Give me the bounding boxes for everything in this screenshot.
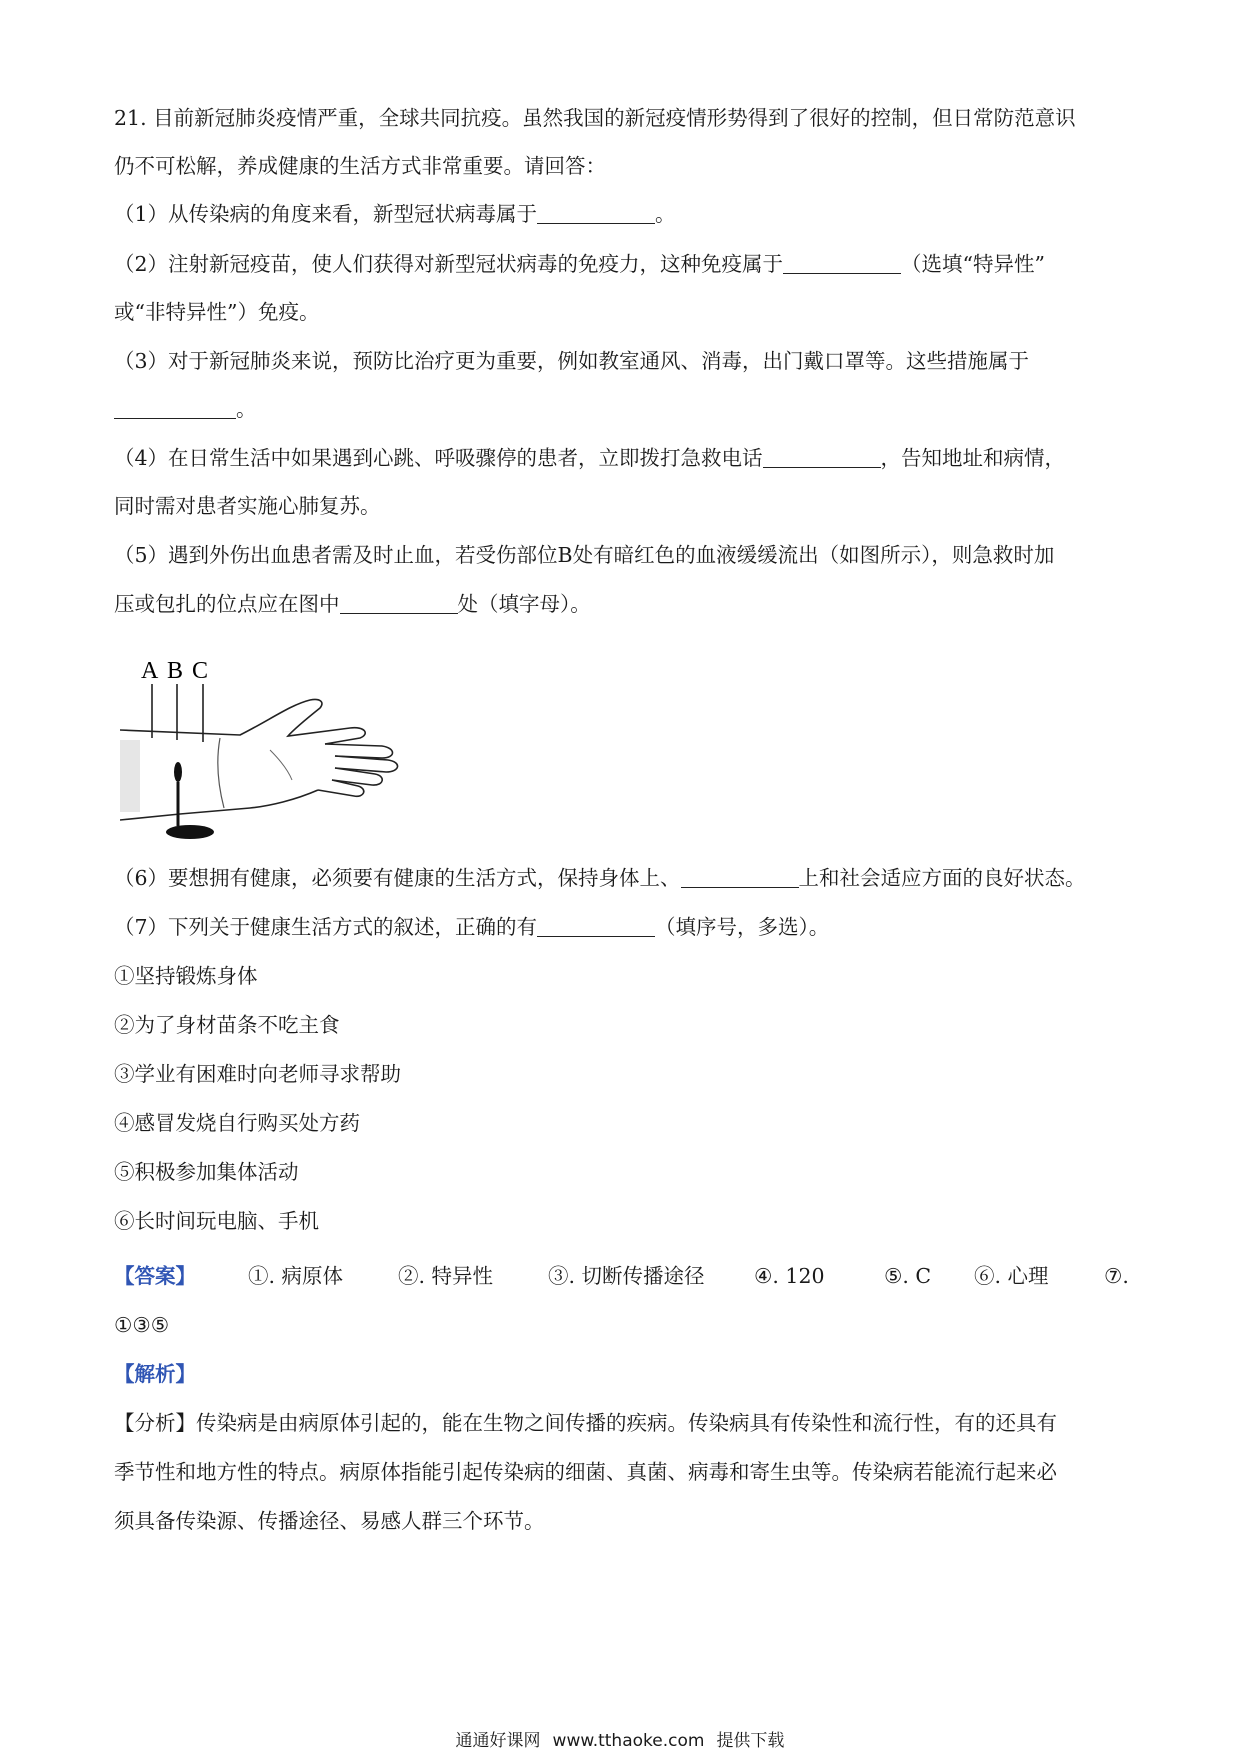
answer-item-4: ④. 120 (754, 1264, 825, 1288)
answer-blank-4[interactable] (763, 447, 881, 468)
answer-blank-3[interactable] (114, 398, 236, 419)
hand-wound-figure (120, 650, 410, 850)
option-2: ②为了身材苗条不吃主食 (114, 1013, 340, 1037)
answer-blank-5[interactable] (340, 593, 458, 614)
answer-item-5: ⑤. C (884, 1264, 932, 1288)
svg-text:B: B (167, 658, 184, 684)
figure-label-a (141, 658, 159, 684)
answer-item-2: ②. 特异性 (398, 1264, 494, 1288)
blood-pool (166, 825, 214, 839)
page-footer (0, 1730, 1240, 1752)
answer-blank-1[interactable] (537, 203, 655, 224)
question-5-line-2: 压或包扎的位点应在图中 处（填字母）。 (114, 592, 591, 616)
answer-blank-2[interactable] (783, 253, 901, 274)
question-stem-line-2: 仍不可松解，养成健康的生活方式非常重要。请回答： (114, 154, 606, 178)
figure-label-c (192, 658, 208, 684)
question-2-line-2: 或“非特异性”）免疫。 (114, 300, 320, 324)
answer-item-1: ①. 病原体 (248, 1264, 344, 1288)
question-6: （6）要想拥有健康，必须要有健康的生活方式，保持身体上、 上和社会适应方面的良好状态。 (114, 866, 1086, 890)
question-4: （4）在日常生活中如果遇到心跳、呼吸骤停的患者，立即拨打急救电话 ，告知地址和病情， (114, 446, 1066, 470)
figure-label-b (167, 658, 183, 684)
analysis-line-1: 【分析】传染病是由病原体引起的，能在生物之间传播的疾病。传染病具有传染性和流行性，有的还具有 (114, 1411, 1057, 1435)
answer-blank-7[interactable] (537, 916, 655, 937)
footer-note: 提供下载 (716, 1731, 785, 1751)
svg-text:C: C (192, 658, 209, 684)
answer-item-7: ⑦. (1104, 1264, 1129, 1288)
question-3-line-2: 。 (114, 395, 257, 423)
question-stem-line-1: 21. 目前新冠肺炎疫情严重，全球共同抗疫。虽然我国的新冠疫情形势得到了很好的控制，但日常防范意识 (114, 106, 1076, 130)
option-1: ①坚持锻炼身体 (114, 964, 258, 988)
svg-text:A: A (141, 658, 159, 684)
wound-mark (174, 762, 182, 782)
answer-label: 【答案】 (114, 1264, 196, 1288)
option-6: ⑥长时间玩电脑、手机 (114, 1209, 319, 1233)
footer-site: 通通好课网 (455, 1731, 541, 1751)
option-3: ③学业有困难时向老师寻求帮助 (114, 1062, 401, 1086)
question-1: （1）从传染病的角度来看，新型冠状病毒属于 。 (114, 202, 676, 226)
footer-url[interactable]: www.tthaoke.com (552, 1731, 705, 1751)
answer-item-3: ③. 切断传播途径 (548, 1264, 705, 1288)
answer-blank-6[interactable] (681, 867, 799, 888)
question-2: （2）注射新冠疫苗，使人们获得对新型冠状病毒的免疫力，这种免疫属于 （选填“特异性” (114, 252, 1046, 276)
answer-continuation: ①③⑤ (114, 1313, 170, 1337)
question-3: （3）对于新冠肺炎来说，预防比治疗更为重要，例如教室通风、消毒，出门戴口罩等。这些措施属于 (114, 349, 1030, 373)
answer-item-6: ⑥. 心理 (974, 1264, 1049, 1288)
question-7: （7）下列关于健康生活方式的叙述，正确的有 （填序号，多选）。 (114, 915, 830, 939)
question-4-line-2: 同时需对患者实施心肺复苏。 (114, 494, 381, 518)
option-5: ⑤积极参加集体活动 (114, 1160, 299, 1184)
analysis-line-2: 季节性和地方性的特点。病原体指能引起传染病的细菌、真菌、病毒和寄生虫等。传染病若能流行起来必 (114, 1460, 1057, 1484)
question-5: （5）遇到外伤出血患者需及时止血，若受伤部位B处有暗红色的血液缓缓流出（如图所示），则急救时加 (114, 543, 1055, 567)
analysis-line-3: 须具备传染源、传播途径、易感人群三个环节。 (114, 1509, 545, 1533)
analysis-label: 【解析】 (114, 1362, 196, 1386)
option-4: ④感冒发烧自行购买处方药 (114, 1111, 360, 1135)
